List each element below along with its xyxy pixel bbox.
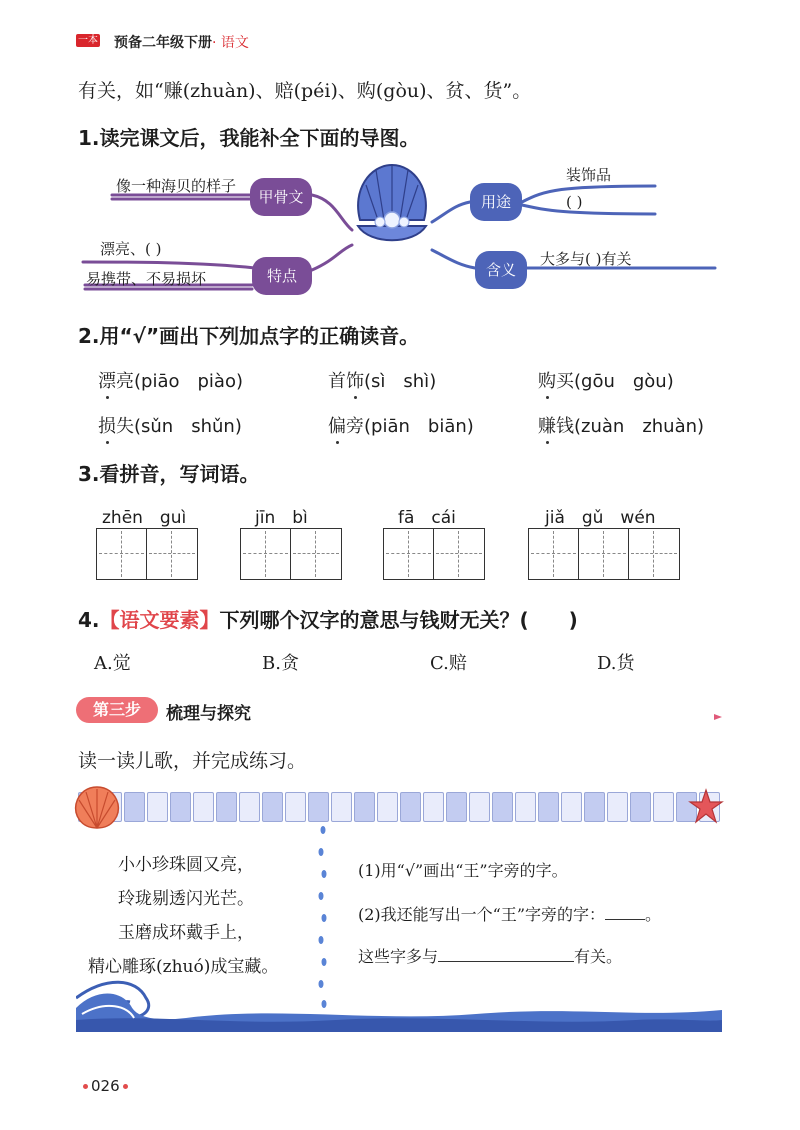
read-prompt: 读一读儿歌，并完成练习。 bbox=[78, 750, 307, 772]
wave-decoration bbox=[76, 978, 722, 1032]
q3-title: 3.看拼音，写词语。 bbox=[78, 462, 260, 486]
page-dot-left bbox=[83, 1084, 88, 1089]
writing-cell[interactable] bbox=[147, 529, 197, 579]
q2-item-pianpang[interactable] bbox=[328, 412, 474, 438]
q1-title: 1.读完课文后，我能补全下面的导图。 bbox=[78, 126, 420, 150]
q3-grid-jinbi[interactable] bbox=[240, 528, 342, 580]
step3-title: 梳理与探究 bbox=[166, 704, 251, 724]
tile-strip bbox=[78, 792, 720, 822]
q2-dot-char: 购 bbox=[538, 371, 556, 392]
q3-pinyin-jiaguwen: jiǎ gǔ wén bbox=[545, 508, 656, 528]
poem-line-3: 玉磨成环戴手上， bbox=[118, 923, 254, 943]
q3-pinyin-jinbi: jīn bì bbox=[255, 508, 308, 528]
q4-number: 4. bbox=[78, 608, 100, 632]
q2-dot-char: 偏 bbox=[328, 416, 346, 437]
q2-item-rest: 失(sǔn shǔn) bbox=[116, 416, 242, 437]
q2-item-goumai[interactable] bbox=[538, 367, 674, 393]
intro-line: 有关，如“赚(zhuàn)、赔(péi)、购(gòu)、贫、货”。 bbox=[78, 80, 532, 102]
poem-question-3-prefix: 这些字多与 bbox=[358, 947, 439, 966]
writing-cell[interactable] bbox=[97, 529, 147, 579]
q3-grid-facai[interactable] bbox=[383, 528, 485, 580]
scallop-shell-icon bbox=[72, 784, 122, 832]
q4-question[interactable]: 下列哪个汉字的意思与钱财无关？( ) bbox=[219, 608, 578, 632]
q2-dot-char: 漂 bbox=[98, 371, 116, 392]
q1-left-top-text: 像一种海贝的样子 bbox=[116, 177, 237, 195]
q2-dot-char: 赚 bbox=[538, 416, 556, 437]
q1-box-yongtu: 用途 bbox=[470, 183, 522, 221]
q2-item-prefix: 首 bbox=[328, 371, 346, 392]
poem-question-2-text: (2)我还能写出一个“王”字旁的字： bbox=[358, 905, 606, 924]
q3-grid-zhengui[interactable] bbox=[96, 528, 198, 580]
q2-item-rest: 买(gōu gòu) bbox=[556, 371, 674, 392]
q4-option-c[interactable]: C.赔 bbox=[430, 653, 467, 674]
q1-right-bottom-text[interactable]: 大多与( )有关 bbox=[540, 250, 632, 268]
step3-badge: 第三步 bbox=[76, 697, 158, 723]
q2-dot-char: 饰 bbox=[346, 371, 364, 392]
poem-line-4: 精心雕琢(zhuó)成宝藏。 bbox=[88, 957, 279, 977]
starfish-icon bbox=[688, 788, 724, 826]
q4-option-b[interactable]: B.贪 bbox=[262, 653, 299, 674]
poem-question-3-suffix: 有关。 bbox=[574, 947, 623, 966]
q1-box-tedian: 特点 bbox=[252, 257, 312, 295]
q4-title bbox=[78, 604, 578, 633]
q4-option-d[interactable]: D.货 bbox=[597, 653, 635, 674]
q3-grid-jiaguwen[interactable] bbox=[528, 528, 680, 580]
q2-item-zhuanqian[interactable] bbox=[538, 412, 704, 438]
page-dot-right bbox=[123, 1084, 128, 1089]
q2-item-sunshi[interactable] bbox=[98, 412, 242, 438]
poem-question-1: (1)用“√”画出“王”字旁的字。 bbox=[358, 861, 568, 880]
poem-question-2[interactable] bbox=[358, 902, 661, 925]
q2-title: 2.用“√”画出下列加点字的正确读音。 bbox=[78, 324, 420, 348]
corner-mark-icon bbox=[712, 712, 724, 722]
poem-line-1: 小小珍珠圆又亮， bbox=[118, 855, 254, 875]
writing-cell[interactable] bbox=[434, 529, 484, 579]
poem-line-2: 玲珑剔透闪光芒。 bbox=[118, 889, 254, 909]
writing-cell[interactable] bbox=[291, 529, 341, 579]
q3-pinyin-facai: fā cái bbox=[398, 508, 456, 528]
page-number bbox=[80, 1077, 131, 1095]
shell-icon bbox=[358, 165, 426, 240]
q1-left-bottom-text: 易携带、不易损坏 bbox=[86, 270, 207, 288]
q1-left-mid-text[interactable]: 漂亮、( ) bbox=[100, 240, 162, 258]
q1-box-hanyi: 含义 bbox=[475, 251, 527, 289]
q1-box-jiaguwen: 甲骨文 bbox=[250, 178, 312, 216]
q4-option-a[interactable]: A.觉 bbox=[94, 653, 131, 674]
poem-question-2-end: 。 bbox=[645, 905, 662, 924]
writing-cell[interactable] bbox=[529, 529, 579, 579]
q2-item-rest: 钱(zuàn zhuàn) bbox=[556, 416, 705, 437]
q1-right-top-text: 装饰品 bbox=[566, 166, 612, 184]
poem-question-3[interactable] bbox=[358, 944, 622, 967]
q2-dot-char: 损 bbox=[98, 416, 116, 437]
answer-blank[interactable] bbox=[438, 961, 574, 962]
q4-tag: 【语文要素】 bbox=[99, 608, 220, 632]
answer-blank[interactable] bbox=[605, 919, 645, 920]
writing-cell[interactable] bbox=[579, 529, 629, 579]
book-title-text: 预备二年级下册 bbox=[114, 35, 212, 51]
book-title bbox=[114, 32, 249, 52]
q2-item-rest: (sì shì) bbox=[364, 371, 437, 392]
q3-pinyin-zhengui: zhēn guì bbox=[102, 508, 187, 528]
q2-item-rest: 旁(piān biān) bbox=[346, 416, 474, 437]
writing-cell[interactable] bbox=[241, 529, 291, 579]
writing-cell[interactable] bbox=[384, 529, 434, 579]
q2-item-piaoliang[interactable] bbox=[98, 367, 243, 393]
page-number-text: 026 bbox=[91, 1077, 120, 1095]
subject-label: · 语文 bbox=[212, 35, 249, 51]
q2-item-shoushi[interactable] bbox=[328, 367, 436, 393]
book-badge: 一本 bbox=[78, 35, 98, 46]
q2-item-rest: 亮(piāo piào) bbox=[116, 371, 243, 392]
writing-cell[interactable] bbox=[629, 529, 679, 579]
q1-right-top-blank[interactable]: ( ) bbox=[566, 193, 583, 211]
